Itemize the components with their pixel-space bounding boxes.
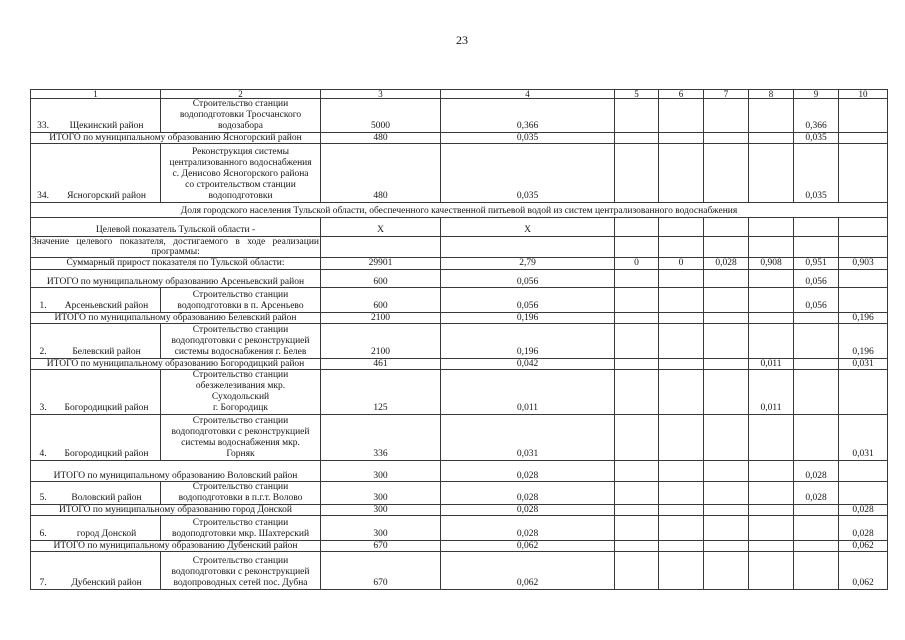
empty-cell — [659, 99, 704, 133]
empty-cell — [659, 270, 704, 288]
project-line: Строительство станции — [192, 370, 289, 380]
project-line: обезжелезивания мкр. — [195, 381, 286, 391]
total-row — [31, 461, 888, 482]
district-wrap — [32, 403, 159, 414]
empty-cell — [794, 359, 839, 370]
total-row — [31, 505, 888, 516]
col4-value: 0,062 — [441, 541, 615, 552]
col3-value: 300 — [321, 516, 441, 541]
target-value-label — [31, 237, 321, 258]
project-line: водопроводных сетей пос. Дубна — [173, 578, 308, 588]
table-row — [31, 516, 888, 541]
empty-cell — [615, 288, 659, 313]
col3-value: 5000 — [321, 99, 441, 133]
district-cell — [31, 415, 161, 461]
col10-value: 0,062 — [839, 541, 888, 552]
empty-cell — [794, 370, 839, 415]
empty-cell — [659, 516, 704, 541]
empty-cell — [749, 505, 794, 516]
empty-cell — [749, 133, 794, 144]
column-number: 10 — [839, 90, 888, 99]
total-row — [31, 270, 888, 288]
col10-value: 0,028 — [839, 516, 888, 541]
empty-cell — [659, 324, 704, 359]
label-line: программы: — [151, 247, 200, 257]
row-number: 4. — [39, 449, 47, 459]
district-cell — [31, 288, 161, 313]
empty-cell — [749, 237, 794, 258]
total-label: ИТОГО по муниципальному образованию Богородицкий район — [31, 359, 321, 370]
empty-cell — [704, 482, 749, 505]
col3-value: Х — [321, 218, 441, 237]
col4-value: 0,056 — [441, 288, 615, 313]
empty-cell — [704, 324, 749, 359]
col9-value: 0,035 — [794, 133, 839, 144]
col10-value: 0,028 — [839, 505, 888, 516]
empty-cell — [704, 313, 749, 324]
district-name: Щекинский район — [69, 121, 144, 131]
empty-cell — [749, 144, 794, 203]
column-number: 5 — [615, 90, 659, 99]
empty-cell — [749, 288, 794, 313]
project-line: Строительство станции — [192, 99, 289, 109]
col3-value: 670 — [321, 552, 441, 590]
col8-value: 0,011 — [749, 370, 794, 415]
col4-value: 0,028 — [441, 505, 615, 516]
project-line: системы водоснабжения мкр. — [181, 438, 300, 448]
col3-value: 125 — [321, 370, 441, 415]
row-number: 7. — [39, 578, 47, 588]
district-wrap — [32, 191, 159, 202]
district-cell — [31, 324, 161, 359]
empty-cell — [704, 370, 749, 415]
empty-cell — [659, 218, 704, 237]
district-name: Богородицкий район — [64, 403, 149, 413]
empty-cell — [794, 415, 839, 461]
col3-value: 300 — [321, 505, 441, 516]
empty-cell — [441, 237, 615, 258]
empty-cell — [839, 461, 888, 482]
empty-cell — [704, 218, 749, 237]
empty-cell — [615, 237, 659, 258]
project-line: водоподготовки в п.г.т. Волово — [178, 493, 303, 503]
total-label: ИТОГО по муниципальному образованию город Донской — [31, 505, 321, 516]
empty-cell — [615, 415, 659, 461]
empty-cell — [749, 482, 794, 505]
col4-value: 0,028 — [441, 482, 615, 505]
col4-value: 0,056 — [441, 270, 615, 288]
empty-cell — [749, 415, 794, 461]
empty-cell — [839, 133, 888, 144]
empty-cell — [659, 133, 704, 144]
empty-cell — [749, 270, 794, 288]
project-line: Строительство станции — [192, 416, 289, 426]
district-cell — [31, 552, 161, 590]
empty-cell — [704, 461, 749, 482]
district-wrap — [32, 301, 159, 312]
project-line: Строительство станции — [192, 482, 289, 492]
column-number: 3 — [321, 90, 441, 99]
district-cell — [31, 144, 161, 203]
empty-cell — [615, 552, 659, 590]
empty-cell — [749, 552, 794, 590]
project-line: централизованного водоснабжения — [169, 158, 312, 168]
empty-cell — [659, 370, 704, 415]
district-wrap — [32, 347, 159, 358]
project-line: водоподготовки с реконструкцией — [171, 567, 310, 577]
col9-value: 0,028 — [794, 461, 839, 482]
empty-cell — [659, 313, 704, 324]
project-description — [161, 288, 321, 313]
empty-cell — [839, 370, 888, 415]
row-number: 34. — [37, 191, 49, 201]
column-number: 8 — [749, 90, 794, 99]
data-table — [30, 89, 888, 590]
empty-cell — [321, 237, 441, 258]
table-row — [31, 552, 888, 590]
empty-cell — [749, 313, 794, 324]
col4-value: 0,196 — [441, 324, 615, 359]
district-name: Дубенский район — [71, 578, 142, 588]
total-label: ИТОГО по муниципальному образованию Белевский район — [31, 313, 321, 324]
col4-value: 0,196 — [441, 313, 615, 324]
empty-cell — [839, 237, 888, 258]
total-label: ИТОГО по муниципальному образованию Ясногорский район — [31, 133, 321, 144]
project-line: Горняк — [226, 449, 255, 459]
project-line: Строительство станции — [192, 518, 289, 528]
target-value-row — [31, 237, 888, 258]
project-line: Суходольский — [211, 392, 270, 402]
label-line: Значение целевого показателя, достигаемого в ходе реализации — [32, 237, 319, 247]
empty-cell — [615, 370, 659, 415]
total-row — [31, 541, 888, 552]
col3-value: 300 — [321, 461, 441, 482]
column-number: 4 — [441, 90, 615, 99]
row-number: 1. — [39, 301, 47, 311]
empty-cell — [794, 541, 839, 552]
district-cell — [31, 370, 161, 415]
empty-cell — [794, 505, 839, 516]
row-number: 5. — [39, 493, 47, 503]
empty-cell — [659, 288, 704, 313]
col10-value: 0,062 — [839, 552, 888, 590]
empty-cell — [615, 516, 659, 541]
empty-cell — [794, 324, 839, 359]
district-name: Белевский район — [72, 347, 141, 357]
empty-cell — [659, 461, 704, 482]
empty-cell — [615, 99, 659, 133]
empty-cell — [704, 505, 749, 516]
total-label: ИТОГО по муниципальному образованию Дубенский район — [31, 541, 321, 552]
empty-cell — [659, 144, 704, 203]
col10-value: 0,196 — [839, 313, 888, 324]
empty-cell — [704, 99, 749, 133]
district-name: Ясногорский район — [67, 191, 146, 201]
table-row — [31, 415, 888, 461]
col9-value: 0,028 — [794, 482, 839, 505]
col5-value: 0 — [615, 258, 659, 270]
empty-cell — [839, 144, 888, 203]
empty-cell — [704, 133, 749, 144]
col3-value: 600 — [321, 270, 441, 288]
table-row — [31, 144, 888, 203]
empty-cell — [704, 541, 749, 552]
empty-cell — [615, 359, 659, 370]
table-row — [31, 99, 888, 133]
project-description — [161, 415, 321, 461]
empty-cell — [749, 541, 794, 552]
table-row — [31, 324, 888, 359]
empty-cell — [749, 99, 794, 133]
col10-value: 0,031 — [839, 359, 888, 370]
col9-value: 0,056 — [794, 270, 839, 288]
empty-cell — [615, 482, 659, 505]
col3-value: 2100 — [321, 313, 441, 324]
empty-cell — [839, 482, 888, 505]
col3-value: 300 — [321, 482, 441, 505]
district-name: Арсеньевский район — [64, 301, 149, 311]
empty-cell — [615, 133, 659, 144]
col4-value: 0,031 — [441, 415, 615, 461]
section-heading-row — [31, 203, 888, 218]
project-description — [161, 516, 321, 541]
project-description — [161, 324, 321, 359]
empty-cell — [749, 516, 794, 541]
section-heading: Доля городского населения Тульской области, обеспеченного качественной питьевой водой из систем централизованного водоснабжения — [31, 203, 888, 218]
empty-cell — [704, 270, 749, 288]
empty-cell — [615, 144, 659, 203]
project-line: водоподготовки в п. Арсеньево — [177, 301, 304, 311]
column-number: 6 — [659, 90, 704, 99]
district-wrap — [32, 449, 159, 460]
col4-value: 0,011 — [441, 370, 615, 415]
total-row — [31, 133, 888, 144]
column-number: 9 — [794, 90, 839, 99]
project-line: Строительство станции — [192, 556, 289, 566]
column-number: 7 — [704, 90, 749, 99]
col4-value: 0,062 — [441, 552, 615, 590]
target-label: Целевой показатель Тульской области - — [31, 218, 321, 237]
col3-value: 29901 — [321, 258, 441, 270]
district-cell — [31, 482, 161, 505]
col3-value: 480 — [321, 133, 441, 144]
table-row — [31, 370, 888, 415]
col8-value: 0,908 — [749, 258, 794, 270]
empty-cell — [794, 237, 839, 258]
district-name: Богородицкий район — [64, 449, 149, 459]
summary-label: Суммарный прирост показателя по Тульской области: — [31, 258, 321, 270]
empty-cell — [659, 482, 704, 505]
row-number: 3. — [39, 403, 47, 413]
table-row — [31, 288, 888, 313]
district-cell — [31, 99, 161, 133]
empty-cell — [749, 324, 794, 359]
row-number: 6. — [39, 529, 47, 539]
project-line: водоподготовки Тросчанского — [179, 110, 302, 120]
project-line: г. Богородицк — [212, 403, 269, 413]
project-line: с. Денисово Ясногорского района — [172, 169, 309, 179]
empty-cell — [704, 516, 749, 541]
col10-value: 0,031 — [839, 415, 888, 461]
col3-value: 461 — [321, 359, 441, 370]
empty-cell — [615, 313, 659, 324]
total-row — [31, 313, 888, 324]
empty-cell — [659, 415, 704, 461]
empty-cell — [659, 505, 704, 516]
empty-cell — [704, 415, 749, 461]
district-name: город Донской — [76, 529, 137, 539]
col4-value: 0,028 — [441, 516, 615, 541]
project-line: со строительством станции — [185, 180, 296, 190]
column-number: 2 — [161, 90, 321, 99]
summary-row — [31, 258, 888, 270]
row-number: 2. — [39, 347, 47, 357]
project-line: водоподготовки — [208, 191, 273, 201]
district-name: Воловский район — [71, 493, 142, 503]
project-line: водоподготовки с реконструкцией — [171, 336, 310, 346]
empty-cell — [615, 505, 659, 516]
empty-cell — [839, 270, 888, 288]
table-row — [31, 482, 888, 505]
district-wrap — [32, 529, 159, 540]
col4-value: Х — [441, 218, 615, 237]
project-line: Реконструкция системы — [191, 147, 289, 157]
empty-cell — [659, 541, 704, 552]
empty-cell — [704, 552, 749, 590]
col7-value: 0,028 — [704, 258, 749, 270]
project-line: водозабора — [218, 121, 263, 131]
total-row — [31, 359, 888, 370]
col4-value: 0,042 — [441, 359, 615, 370]
project-line: Строительство станции — [192, 290, 289, 300]
project-line: системы водоснабжения г. Белев — [174, 347, 307, 357]
project-line: водоподготовки с реконструкцией — [171, 427, 310, 437]
empty-cell — [659, 552, 704, 590]
col4-value: 0,366 — [441, 99, 615, 133]
district-wrap — [32, 578, 159, 589]
col6-value: 0 — [659, 258, 704, 270]
empty-cell — [794, 313, 839, 324]
empty-cell — [839, 99, 888, 133]
page-number: 23 — [456, 33, 468, 47]
empty-cell — [615, 218, 659, 237]
col3-value: 600 — [321, 288, 441, 313]
empty-cell — [704, 237, 749, 258]
empty-cell — [794, 218, 839, 237]
col8-value: 0,011 — [749, 359, 794, 370]
col10-value: 0,196 — [839, 324, 888, 359]
col10-value: 0,903 — [839, 258, 888, 270]
col4-value: 0,035 — [441, 144, 615, 203]
col9-value: 0,035 — [794, 144, 839, 203]
empty-cell — [615, 270, 659, 288]
col9-value: 0,056 — [794, 288, 839, 313]
project-description — [161, 370, 321, 415]
empty-cell — [615, 541, 659, 552]
col3-value: 2100 — [321, 324, 441, 359]
empty-cell — [659, 359, 704, 370]
col9-value: 0,951 — [794, 258, 839, 270]
col4-value: 2,79 — [441, 258, 615, 270]
project-description — [161, 99, 321, 133]
empty-cell — [659, 237, 704, 258]
empty-cell — [615, 461, 659, 482]
col3-value: 336 — [321, 415, 441, 461]
total-label: ИТОГО по муниципальному образованию Арсеньевский район — [31, 270, 321, 288]
empty-cell — [749, 218, 794, 237]
district-wrap — [32, 493, 159, 504]
project-line: водоподготовки мкр. Шахтерский — [171, 529, 310, 539]
empty-cell — [794, 516, 839, 541]
column-number: 1 — [31, 90, 161, 99]
col4-value: 0,028 — [441, 461, 615, 482]
col3-value: 480 — [321, 144, 441, 203]
col4-value: 0,035 — [441, 133, 615, 144]
project-description — [161, 482, 321, 505]
empty-cell — [704, 288, 749, 313]
empty-cell — [839, 218, 888, 237]
empty-cell — [704, 359, 749, 370]
project-description — [161, 144, 321, 203]
row-number: 33. — [37, 121, 49, 131]
district-cell — [31, 516, 161, 541]
target-row — [31, 218, 888, 237]
total-label: ИТОГО по муниципальному образованию Воловский район — [31, 461, 321, 482]
empty-cell — [615, 324, 659, 359]
empty-cell — [794, 552, 839, 590]
column-number-row — [31, 90, 888, 99]
district-wrap — [32, 121, 159, 132]
empty-cell — [704, 144, 749, 203]
project-line: Строительство станции — [192, 325, 289, 335]
empty-cell — [749, 461, 794, 482]
project-description — [161, 552, 321, 590]
empty-cell — [839, 288, 888, 313]
col3-value: 670 — [321, 541, 441, 552]
col9-value: 0,366 — [794, 99, 839, 133]
